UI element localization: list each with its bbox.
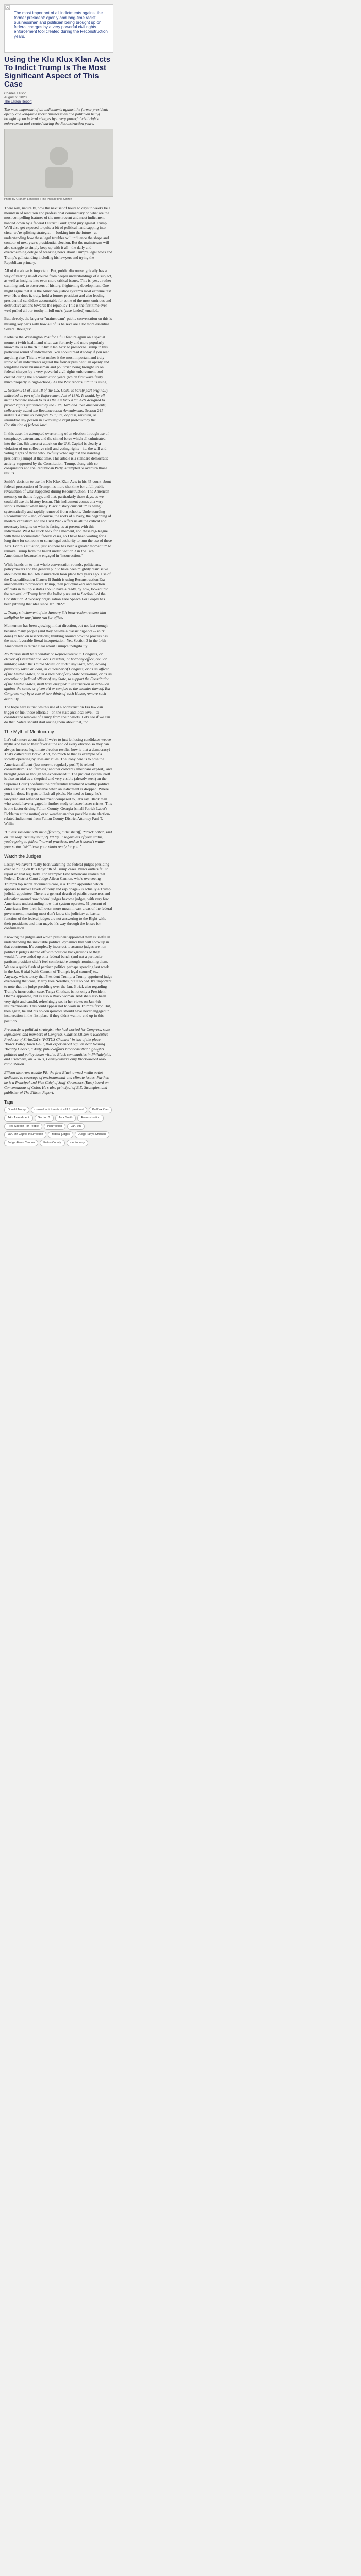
tag-chip[interactable]: Fulton County [40,1140,64,1146]
paragraph: The hope here is that Smith's use of Reconstruction Era law can trigger or fuel those officials - on the state and local level - to consider the removal of Trump from their ballots. Let's see if we can do that. Voters should start asking them about that, too. [4,705,110,724]
photo-caption: Photo by Graham Landauer | The Philadelphia Citizen [4,198,72,201]
paragraph: But, already, the larger or "mainstream" public conversation on this is missing key parts with how all of us believe are a lot more essential. Several thoughts: [4,316,112,331]
paragraph: Momentum has been growing in that direction, but not fast enough because many people (and they believe a classic big-shot -- shirk done) to lead on reservations) thinking around how the process has the most favorable literal interpretation. Yet, Section 3 in the 14th Amendment is rather clear about Trump's ineligibility: [4,623,108,648]
paragraph: All of the above is important. But, public discourse typically has a way of veering us off course from deeper understandings of a subject, as well as insights into even more critical issues. This is, yes, a rather stunning and, to observers of history, frightening development. One might argue that it is the American justice system's most extreme test ever. How does it, truly, hold a former president and also leading presidential candidate accountable for some of the most ominous and destructive actions towards the republic? This is the first time ever we'd pulled all our toothy in full one's (case landed) emailed. [4,268,112,313]
paragraph: Knowing the judges and which president appointed them is useful in understanding the inevitable political dynamics that will show up in that courtroom. It's completely incorrect to assume judges are non-political: judges started off with political backgrounds or they wouldn't have ended up on a federal bench (and not a particular partisan president didn't feel comfortable enough nominating them. We see a quick flash of partisan politics perhaps spending last week in the Jan. 6 trial (with Cannon of Trump's legal counsel) to... Anyway, who's to say that President Trump, a Trump-appointed judge overseeing that case, Mercy Dee Norelles, put it to bed. It's important to note that the judge presiding over the Jan. 6 trial, also regarding Trump's insurrection case, Tanya Chutkan, is not only a President Obama appointee, but is also a Black woman. And she's also been very tight and candid, refreshingly so, in her views on Jan. 6th insurrectionists. This could appear not to work in Trump's favor. But, then again, he and his co-conspirators should have never engaged in insurrection in the first place if they didn't want to end up in this position. [4,934,112,1024]
tag-chip[interactable]: Donald Trump [4,1107,29,1113]
paragraph: Smith's decision to use the Klu Klux Klan Acts in his 45-count-about federal prosecution of Trump, it's more that time for a full public revaluation of what happened during Reconstruction. The American memory on that is foggy, and that, particularly these days, as we could all use the history lesson. This indictment comes at a very serious moment when many Black history curriculum is being systematically and rapidly removed from schools. Understanding Reconstruction - and, of course, the roots of slavery, the beginning of modern capitalism and the Civil War - offers us all the critical and necessary insights on what is facing us at present with this indictment. We'd be stuck back for a moment, and these big-league with these accumulated federal cases, so I have been waiting for a long time for someone or some legal authority to turn the use of these Acts. For this situation, just so there has been a greater momentum to remove Trump from the ballot under Section 3 in the 14th Amendment because he engaged in "insurrection." [4,479,112,558]
paragraph: ... Section 241 of Title 18 of the U.S. Code, is barely part originally indicated as part of the Enforcement Act of 1870. It would, by all means become known to us as the Ku Klux Klan Acts designed to protect rights guaranteed by the 13th, 14th and 15th amendments, collectively called the Reconstruction Amendments. Section 241 makes it a crime to 'conspire to injure, oppress, threaten, or intimidate any person in exercising a right protected by the Constitution of federal law.' [4,388,108,428]
paragraph: There will, naturally, now the next set of hours to days to weeks be a mountain of rendition and professional commentary on what are the most compelling features of the most recent and most indictment handed down by a federal District Court grand jury against Trump. We'll also get exposed to quite a bit of political handicapping into circa. we're splitting strategist — looking into the future - at understanding how these legal troubles will influence the shape and contour of next year's presidential election. But the mainstream will also struggle to simply keep up with it all - the daily and overwhelming deluge of breaking news about Trump's legal woes and Trump's gall standing including his lawyers and trying the Republican primary. [4,206,112,265]
author-bio: Ellison also runs middle PR, the first Black-owned media outlet dedicated to coverage of environmental and climate issues. Further, he is a Principal and Vice Chief of Staff-Governors (East) board on Conversations of Color. He's also principal of B.E. Strategies, and publisher of The Ellison Report. [4,1070,109,1095]
tag-chip[interactable]: Judge Aileen Cannon [4,1140,38,1146]
article [4,56,112,1146]
tag-chip[interactable]: insurrection [44,1123,65,1130]
paragraph: In this case, the attempted overturning of an election through use of conspiracy, extremism, and the sinned force which all culminated into the Jan. 6th terrorist attack on the U.S. Capitol is clearly a violation of our collective civil and voting rights - i.e. the will and voting rights of those who lawfully voted against the standing president (Trump) at that time. This article is a standard democratic activity supported by the Constitution. Trump, along with co-conspirators and the Republican Party, attempted to overturn those results. [4,431,109,476]
paragraph: ... Trump's incitement of the January 6th insurrection renders him ineligible for any future run for office. [4,610,106,620]
tag-chip[interactable]: meritocracy [67,1140,88,1146]
byline [4,92,112,104]
tag-chip[interactable]: Reconstruction [77,1115,104,1122]
tag-chip[interactable]: Ku Klux Klan [89,1107,112,1113]
section-heading: Watch the Judges [4,853,41,859]
article-lede: The most important of all indictments against the former president: openly and long-time racist businessman and politician being brought up on federal charges by a very powerful civil rights enforcement tool created during the Reconstruction years. [4,107,109,126]
photo-placeholder-icon [5,129,113,196]
author-bio: Previously, a political strategist who had worked for Congress, state legislators, and members of Congress, Charles Ellison is Executive Producer of SiriusXM's "POTUS Channel" in two of the place, "Black Policy Town Hall", that experienced regular beat Hosting "Reality Check", a daily, public-affairs broadcast that highlights political and policy issues vital to Black communities in Philadelphia and elsewhere, on WURD, Pennsylvania's only Black-owned talk-radio station. [4,1027,112,1066]
paragraph: "Unless someone tells me differently, " the sheriff, Patrick Labat, said on Tuesday. "It's my spun[?] I'll try..." regardless of your status, you're going to follow "normal practices, and so it doesn't matter your status. We'll have your photo ready for you." [4,829,112,850]
tag-chip[interactable]: Section 3 [35,1115,54,1122]
tags-heading: Tags [4,1100,14,1105]
paragraph: No Person shall be a Senator or Representative in Congress, or elector of President and Vice President, or hold any office, civil or military, under the United States, or under any State, who, having previously taken an oath, as a member of Congress, or as an officer of the United States, or as a member of any State legislature, or as an executive or judicial officer of any State, to support the Constitution of the United States, shall have engaged in insurrection or rebellion against the same, or given aid or comfort to the enemies thereof. But Congress may by a vote of two-thirds of each House, remove such disability. [4,652,112,701]
outlet-link[interactable]: The Ellison Report [4,100,32,104]
paragraph: Let's talk more about this: If we're to just let losing candidates weave myths and lies to their favor at the end of every election so they can always increase legitimate election results, how is that a democracy? That's called pure bravo. And, too much to that as example of a society operating by laws and rules. The irony here is to note the American affluent (less more to regularly push?) it related conservatism is so 'fairness,' another concept (americans exploit), and brought goals as though we experienced it. The judicial system itself is also on trial as a skeptical and very visible (already seen) on the Supreme Court) confirms the preferential treatment wealthy political elites such as Trump receive when an indictment is dropped. Where you jail does. He gets to flash all pixels. No need to fancy; he's lawyered and softened treatment compared to, let's say, Black man who would have engaged in further study or lesser lesser crimes. This is one factor driving Fulton County, Georgia (small Patrick Labat's Fickleton at the matter) or to weather another possible state election-related indictment from Fulton County District Attorney Fani T. Willis: [4,737,112,826]
paragraph: Lastly: we haven't really been watching the federal judges presiding over or ruling on this labyrinth of Trump cases. News outlets fail to report on that regularly. For example: Few Americans realize that Federal District Court Judge Aileen Cannon, who's overseeing Trump's top secret documents case, is a Trump appointee which appears to invoke levels of irony and espionage - is actually a Trump judicial appointee. There is a general dearth of public awareness and education around how federal judges become judges, with very few Americans understanding how that system operates. 51 percent of Americans flew their hell over, more mean in vast areas of the federal government, meaning most don't know the judiciary at least a function of the federal judges are not answering to the Right with, their presidents and then maybe it's way through the lenses for confirmation. [4,861,112,931]
tag-chip[interactable]: Free Speech For People [4,1123,42,1130]
tag-chip[interactable]: Jan. 6th [67,1123,85,1130]
publish-date: August 2, 2023 [4,96,27,99]
paragraph: While hands on to that whole conversation rounds, politicians, policymakers and the general public have been mightily dismissive about even the Jan. 6th insurrection took place two years ago. Use of the Disqualification Clause: If Smith is using Reconstruction Era amendments to prosecute Trump, then policymakers and election officials in multiple states should have already, by now, looked into the removal of Trump from the ballot pursuant to Section 3 of the Constitution. Advocacy organization Free Speech For People has been pitching that idea since Jan. 2022: [4,562,111,606]
tag-chip[interactable]: 14th Amendment [4,1115,33,1122]
tag-chip[interactable]: Judge Tanya Chutkan [75,1131,109,1138]
article-headline: Using the Klu Klux Klan Acts To Indict Trump Is The Most Significant Aspect of This Case [4,55,111,89]
tag-chip[interactable]: Jan. 6th Capitol Insurrection [4,1131,46,1138]
paragraph: Korbe to the Washington Post for a full feature again on a special moment (with health and what was formerly and more popularly known to us as the 'Klu Klux Klan Acts' to prosecute Trump in this particular round of indictments. You should read it today if you read anything else. This is what makes it the most important and truly ironic of all indictments against the former president: an openly and long-time racist businessman and politician being brought up on federal charges by a very powerful civil rights enforcement tool created during the Reconstruction years (which first wave fairly much properly in high-school). As the Post reports, Smith is using... [4,335,110,384]
tag-chip[interactable]: Jack Smith [55,1115,76,1122]
hero-alt-text: The most important of all indictments against the former president: openly and long-time racist businessman and politician being brought up on federal charges by a very powerful civil rights enforcement tool created during the Reconstruction years. [14,11,108,39]
author-name: Charles Ellison [4,92,27,95]
section-heading: The Myth of Meritocracy [4,728,54,734]
photo-frame [4,129,113,197]
article-photo [4,129,112,201]
tag-list [4,1107,112,1146]
tag-chip[interactable]: criminal indictments of a U.S. president [31,1107,87,1113]
tag-chip[interactable]: federal judges [48,1131,73,1138]
hero-image [4,4,113,53]
